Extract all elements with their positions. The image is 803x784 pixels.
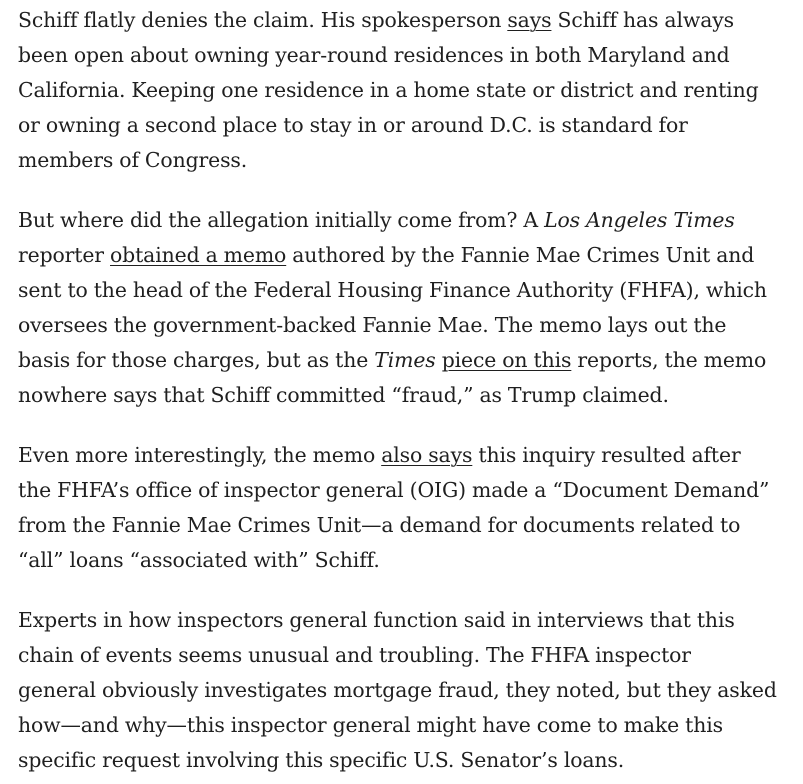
- text-line: [18, 3, 759, 38]
- paragraph-4: [18, 603, 777, 778]
- text-run: reporter: [18, 243, 111, 267]
- text-line: nowhere says that Schiff committed “fraud,” as Trump claimed.: [18, 383, 669, 407]
- text-line: [18, 343, 767, 378]
- text-run: authored by the Fannie Mae Crimes Unit and: [286, 243, 755, 267]
- publication-name: Los Angeles Times: [544, 208, 735, 232]
- text-line: how—and why—this inspector general might have come to make this: [18, 713, 724, 737]
- text-line: [18, 238, 767, 273]
- text-run: Even more interestingly, the memo: [18, 443, 382, 467]
- text-run: Schiff has always: [551, 8, 734, 32]
- text-line: oversees the government-backed Fannie Mae. The memo lays out the: [18, 313, 727, 337]
- text-line: from the Fannie Mae Crimes Unit—a demand for documents related to: [18, 513, 741, 537]
- text-line: California. Keeping one residence in a home state or district and renting: [18, 78, 759, 102]
- text-line: sent to the head of the Federal Housing Finance Authority (FHFA), which: [18, 278, 767, 302]
- link-obtained-a-memo[interactable]: obtained a memo: [110, 243, 287, 267]
- link-piece-on-this[interactable]: piece on this: [441, 348, 572, 372]
- link-also-says[interactable]: also says: [381, 443, 473, 467]
- paragraph-1: [18, 3, 759, 178]
- link-says[interactable]: says: [507, 8, 552, 32]
- text-line: the FHFA’s office of inspector general (OIG) made a “Document Demand”: [18, 478, 770, 502]
- text-line: general obviously investigates mortgage fraud, they noted, but they asked: [18, 678, 777, 702]
- text-line: been open about owning year-round residences in both Maryland and: [18, 43, 730, 67]
- text-run: But where did the allegation initially come from? A: [18, 208, 545, 232]
- text-line: “all” loans “associated with” Schiff.: [18, 548, 380, 572]
- text-line: chain of events seems unusual and troubling. The FHFA inspector: [18, 643, 691, 667]
- text-run: basis for those charges, but as the: [18, 348, 375, 372]
- text-run: reports, the memo: [571, 348, 767, 372]
- text-line: Experts in how inspectors general function said in interviews that this: [18, 608, 735, 632]
- text-run: this inquiry resulted after: [472, 443, 741, 467]
- text-line: members of Congress.: [18, 148, 248, 172]
- text-line: or owning a second place to stay in or around D.C. is standard for: [18, 113, 688, 137]
- paragraph-2: [18, 203, 767, 413]
- text-line: specific request involving this specific U.S. Senator’s loans.: [18, 748, 625, 772]
- text-run: Schiff flatly denies the claim. His spokesperson: [18, 8, 508, 32]
- publication-name: Times: [374, 348, 436, 372]
- text-line: [18, 438, 769, 473]
- text-line: [18, 203, 767, 238]
- paragraph-3: [18, 438, 769, 578]
